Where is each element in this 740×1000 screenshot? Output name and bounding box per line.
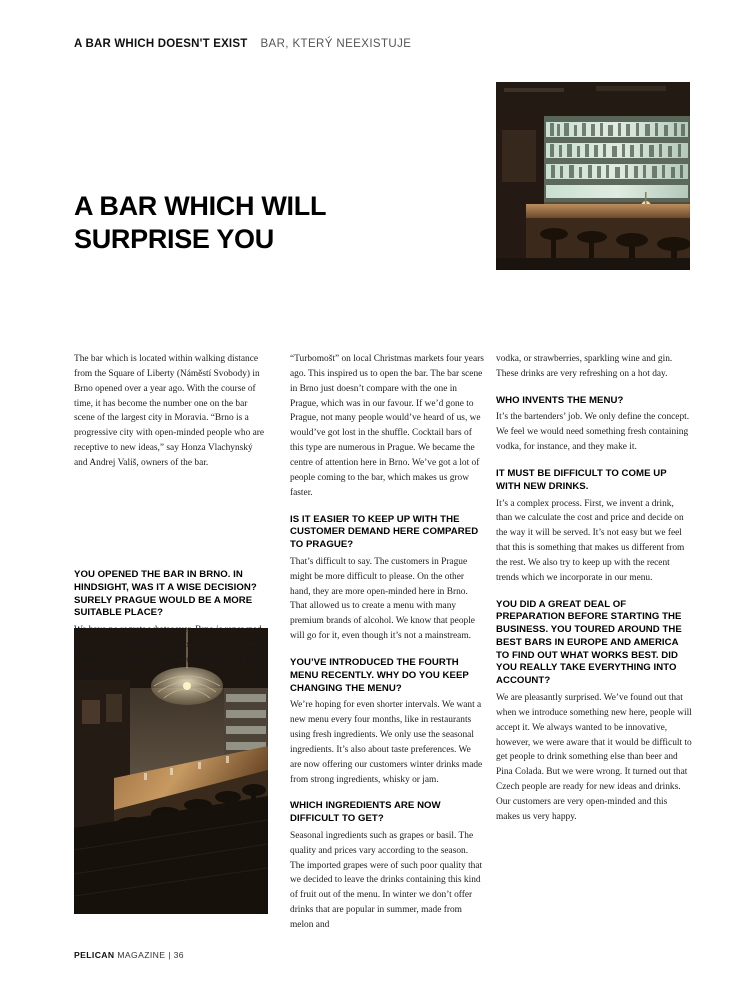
page-footer xyxy=(74,950,184,960)
answer-1: We have no regrets whatsoever. Brno is renowned for its warm and friendly atmosphere. We started selling the hot mixture of cider, brandy and spices called xyxy=(74,625,262,680)
answer-7: We are pleasantly surprised. We’ve found out that when we introduce something new here, people will accept it. We always wanted to be innovative, however, we were aware that it would be difficult to get people to drink something else than beer and Pina Colada. But we were wrong. It turned out that Czech people are ready for new ideas and drinks. Our customers are very open-minded and this makes us very happy. xyxy=(496,692,692,822)
footer-brand: PELICAN xyxy=(74,950,115,960)
bar-interior-photo-top xyxy=(496,82,690,270)
intro-paragraph: The bar which is located within walking distance from the Square of Liberty (Náměstí Svobody) in Brno opened over a year ago. With the course of time, it has become the number one on the bar scene of the largest city in Moravia. “Brno is a progressive city with open-minded people who are receptive to new ideas,” say Honza Vlachynský and Andrej Vališ, owners of the bar. xyxy=(74,354,265,469)
footer-magazine-label: MAGAZINE | 36 xyxy=(117,950,184,960)
question-7: YOU DID A GREAT DEAL OF PREPARATION BEFORE STARTING THE BUSINESS. YOU TOURED AROUND THE BEST BARS IN EUROPE AND AMERICA TO FIND OUT WHAT WORKS BEST. DID YOU REALLY TAKE EVERYTHING INTO ACCOUNT? xyxy=(496,598,682,687)
article-column-2 xyxy=(290,352,484,933)
running-header xyxy=(74,38,411,50)
answer-6: It’s a complex process. First, we invent a drink, than we calculate the cost and price and decide on the way it will be served. It’s not easy but we feel that this is something that makes us different from the rest. We also try to keep up with the recent trends which we incorporate in our menu. xyxy=(496,498,685,583)
running-header-subtitle: BAR, KTERÝ NEEXISTUJE xyxy=(260,38,412,50)
running-header-title: A BAR WHICH DOESN'T EXIST xyxy=(74,38,248,50)
article-column-1-lower xyxy=(74,556,268,682)
answer-2: That’s difficult to say. The customers in Prague might be more difficult to please. On the other hand, they are more open-minded here in Brno. That allowed us to create a menu with many premium brands of alcohol. We know that people will go for it, even though it’s not a mainstream. xyxy=(290,556,475,642)
answer-4-continued: vodka, or strawberries, sparkling wine and gin. These drinks are very refreshing on a hot day. xyxy=(496,354,673,379)
question-6: IT MUST BE DIFFICULT TO COME UP WITH NEW DRINKS. xyxy=(496,468,667,492)
question-5: WHO INVENTS THE MENU? xyxy=(496,394,624,406)
question-4: WHICH INGREDIENTS ARE NOW DIFFICULT TO GET? xyxy=(290,800,441,825)
question-2: IS IT EASIER TO KEEP UP WITH THE CUSTOMER DEMAND HERE COMPARED TO PRAGUE? xyxy=(290,513,479,551)
answer-5: It’s the bartenders’ job. We only define the concept. We feel we would need something fresh containing vodka, for instance, and they make it. xyxy=(496,412,690,453)
answer-3: We’re hoping for even shorter intervals. We want a new menu every four months, like in restaurants using fresh ingredients. We only use the seasonal ingredients. It’s also about taste preferences. We are now offering our customers winter drinks made from strong ingredients, whisky or jam. xyxy=(290,700,483,785)
article-column-1 xyxy=(74,352,268,471)
answer-4: Seasonal ingredients such as grapes or basil. The quality and prices vary according to the season. The imported grapes were of such poor quality that we decided to leave the drinks containing this kind of fruit out of the menu. In winter we don’t offer drinks that are popular in summer, made from melon and xyxy=(290,830,483,931)
bar-interior-photo-top-graphic xyxy=(496,82,690,270)
question-1: YOU OPENED THE BAR IN BRNO. IN HINDSIGHT, WAS IT A WISE DECISION? SURELY PRAGUE WOULD BE A MORE SUITABLE PLACE? xyxy=(74,569,257,619)
question-3: YOU’VE INTRODUCED THE FOURTH MENU RECENTLY. WHY DO YOU KEEP CHANGING THE MENU? xyxy=(290,657,469,694)
answer-1-continued: “Turbomošt” on local Christmas markets four years ago. This inspired us to open the bar. The bar scene in Brno just doesn’t compare with the one in Prague, which was in our favour. If we’d gone to Prague, not many people would’ve heard of us, we would’ve got lost in the shuffle. Cocktail bars of this type are numerous in Prague. We became the centre of attention here in Brno. We’ve got a lot of people coming to the bar, which makes us grow faster. xyxy=(290,354,484,498)
article-column-3 xyxy=(496,352,692,825)
page-title: A BAR WHICH WILL SURPRISE YOU xyxy=(74,191,326,254)
